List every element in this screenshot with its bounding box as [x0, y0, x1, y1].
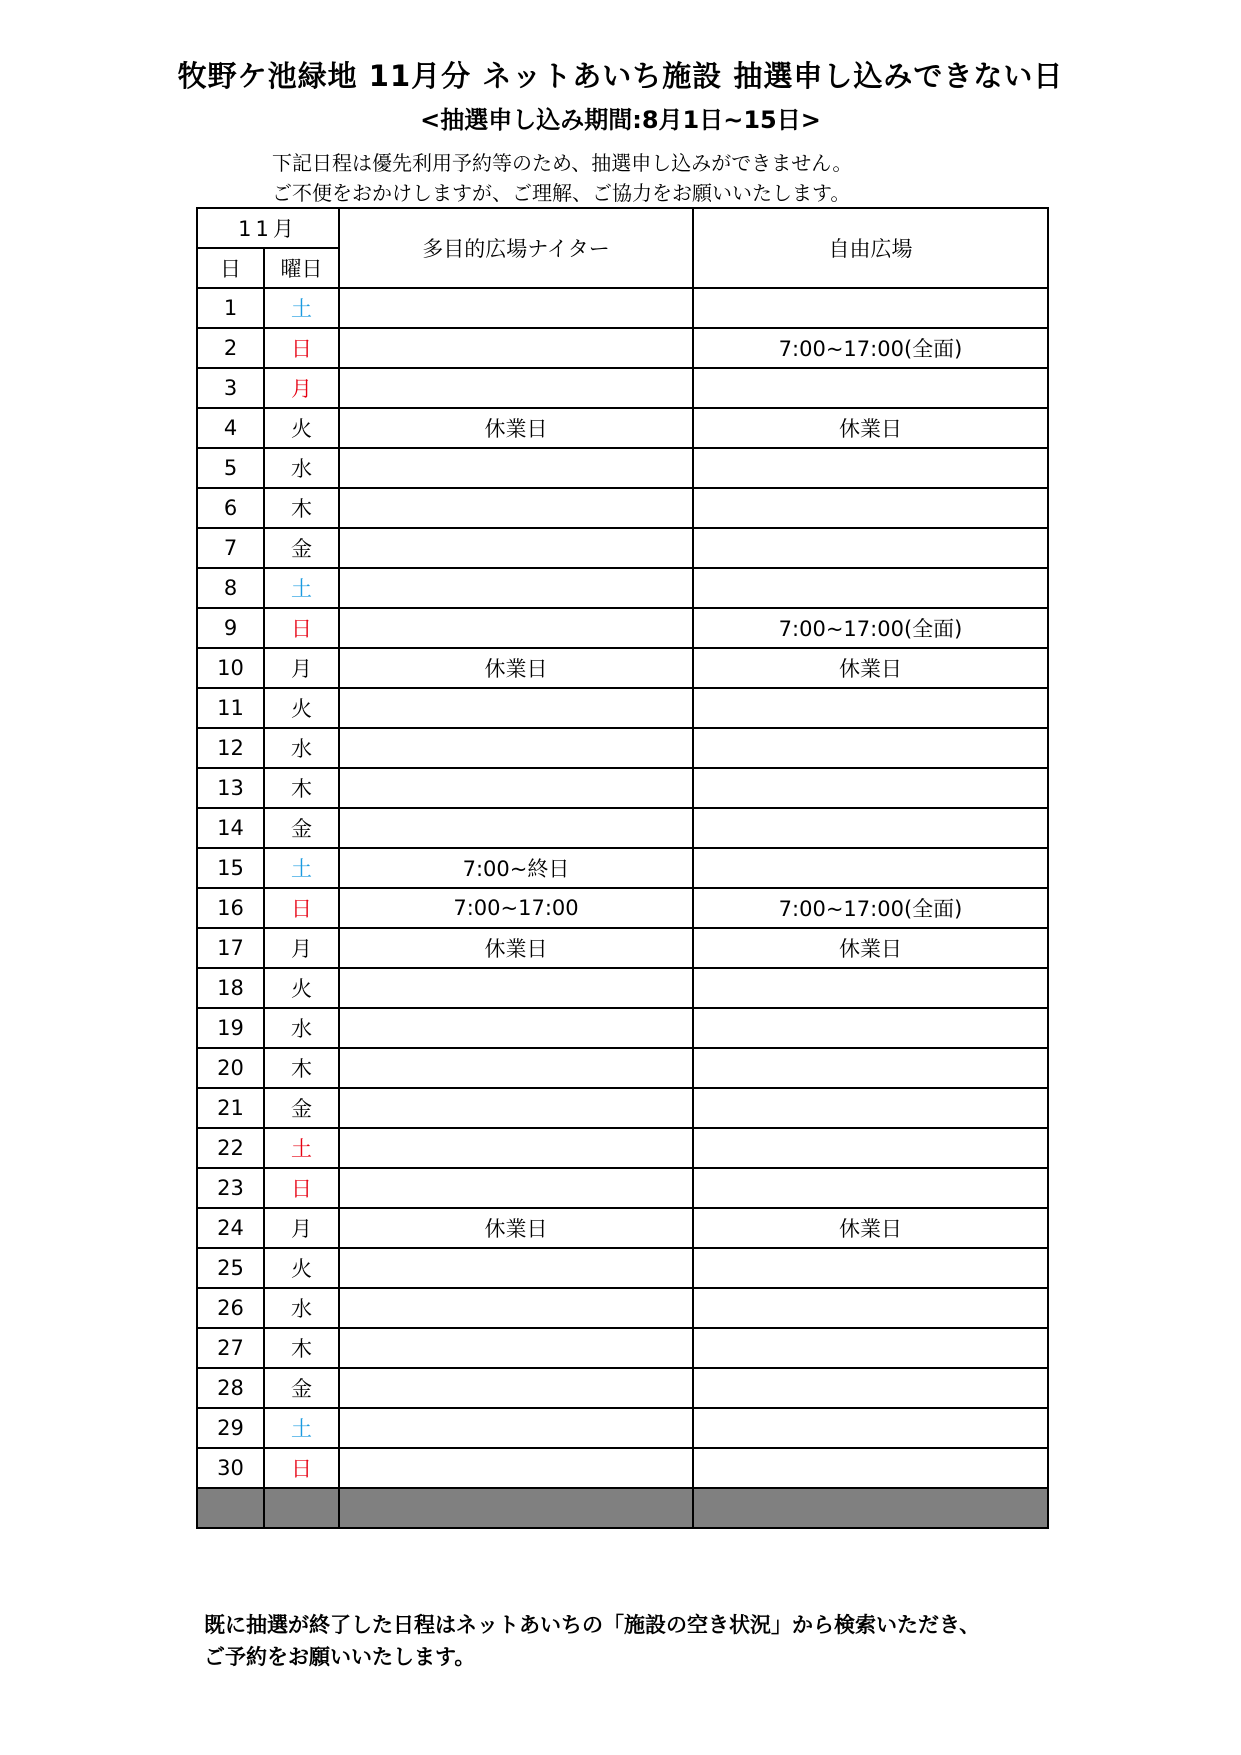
table-row	[197, 448, 1048, 488]
filler-cell	[693, 1488, 1048, 1528]
table-row	[197, 488, 1048, 528]
facility-2-cell	[693, 288, 1048, 328]
header-facility-1: 多目的広場ナイター	[339, 208, 693, 288]
day-cell: 23	[197, 1168, 264, 1208]
facility-2-cell: 休業日	[693, 408, 1048, 448]
facility-1-cell	[339, 1408, 693, 1448]
day-cell: 6	[197, 488, 264, 528]
table-row	[197, 1408, 1048, 1448]
facility-1-cell	[339, 808, 693, 848]
facility-1-cell	[339, 448, 693, 488]
footer-note-line-2: ご予約をお願いいたします。	[204, 1645, 476, 1669]
table-row	[197, 368, 1048, 408]
weekday-cell: 金	[264, 528, 339, 568]
table-row	[197, 728, 1048, 768]
facility-1-cell	[339, 968, 693, 1008]
weekday-cell: 金	[264, 1368, 339, 1408]
day-cell: 22	[197, 1128, 264, 1168]
table-row	[197, 568, 1048, 608]
facility-1-cell	[339, 1008, 693, 1048]
facility-1-cell	[339, 528, 693, 568]
facility-2-cell	[693, 1168, 1048, 1208]
day-cell: 10	[197, 648, 264, 688]
weekday-cell: 土	[264, 568, 339, 608]
facility-2-cell: 7:00~17:00(全面)	[693, 328, 1048, 368]
day-cell: 9	[197, 608, 264, 648]
facility-1-cell	[339, 1448, 693, 1488]
footer-note-line-1: 既に抽選が終了した日程はネットあいちの「施設の空き状況」から検索いただき、	[204, 1613, 981, 1637]
header-row-month	[197, 208, 1048, 248]
day-cell: 5	[197, 448, 264, 488]
day-cell: 21	[197, 1088, 264, 1128]
table-row	[197, 608, 1048, 648]
weekday-cell: 土	[264, 1408, 339, 1448]
table-row	[197, 528, 1048, 568]
day-cell: 27	[197, 1328, 264, 1368]
facility-1-cell: 休業日	[339, 1208, 693, 1248]
weekday-cell: 月	[264, 368, 339, 408]
day-cell: 13	[197, 768, 264, 808]
weekday-cell: 木	[264, 768, 339, 808]
facility-1-cell	[339, 608, 693, 648]
day-cell: 29	[197, 1408, 264, 1448]
weekday-cell: 水	[264, 728, 339, 768]
weekday-cell: 日	[264, 888, 339, 928]
weekday-cell: 土	[264, 288, 339, 328]
facility-1-cell	[339, 1128, 693, 1168]
weekday-cell: 木	[264, 488, 339, 528]
table-row	[197, 1088, 1048, 1128]
facility-1-cell	[339, 488, 693, 528]
facility-2-cell	[693, 488, 1048, 528]
table-row	[197, 848, 1048, 888]
facility-2-cell	[693, 728, 1048, 768]
facility-1-cell	[339, 1288, 693, 1328]
table-row	[197, 288, 1048, 328]
day-cell: 30	[197, 1448, 264, 1488]
facility-1-cell: 7:00~終日	[339, 848, 693, 888]
schedule-table	[196, 207, 1049, 1529]
month-label: 11月	[197, 208, 339, 248]
table-row	[197, 928, 1048, 968]
facility-1-cell	[339, 728, 693, 768]
facility-2-cell	[693, 568, 1048, 608]
table-row	[197, 1168, 1048, 1208]
weekday-cell: 金	[264, 1088, 339, 1128]
day-cell: 1	[197, 288, 264, 328]
weekday-cell: 土	[264, 848, 339, 888]
table-row	[197, 1368, 1048, 1408]
weekday-cell: 火	[264, 688, 339, 728]
facility-2-cell	[693, 368, 1048, 408]
weekday-cell: 月	[264, 928, 339, 968]
table-row	[197, 968, 1048, 1008]
weekday-cell: 木	[264, 1328, 339, 1368]
facility-2-cell	[693, 1368, 1048, 1408]
day-cell: 16	[197, 888, 264, 928]
day-cell: 18	[197, 968, 264, 1008]
table-row	[197, 688, 1048, 728]
facility-2-cell	[693, 1008, 1048, 1048]
facility-2-cell: 7:00~17:00(全面)	[693, 888, 1048, 928]
day-cell: 11	[197, 688, 264, 728]
facility-1-cell	[339, 368, 693, 408]
weekday-cell: 土	[264, 1128, 339, 1168]
table-row	[197, 1008, 1048, 1048]
facility-1-cell	[339, 568, 693, 608]
day-cell: 17	[197, 928, 264, 968]
facility-1-cell: 休業日	[339, 928, 693, 968]
day-cell: 12	[197, 728, 264, 768]
notice-line-1: 下記日程は優先利用予約等のため、抽選申し込みができません。	[272, 151, 853, 175]
day-cell: 24	[197, 1208, 264, 1248]
facility-2-cell	[693, 448, 1048, 488]
filler-row	[197, 1488, 1048, 1528]
facility-1-cell	[339, 768, 693, 808]
table-row	[197, 768, 1048, 808]
facility-2-cell	[693, 1088, 1048, 1128]
weekday-cell: 日	[264, 328, 339, 368]
filler-cell	[339, 1488, 693, 1528]
weekday-cell: 月	[264, 1208, 339, 1248]
facility-1-cell	[339, 1328, 693, 1368]
facility-2-cell: 休業日	[693, 1208, 1048, 1248]
weekday-cell: 水	[264, 1008, 339, 1048]
table-row	[197, 808, 1048, 848]
day-cell: 19	[197, 1008, 264, 1048]
facility-1-cell	[339, 288, 693, 328]
weekday-cell: 金	[264, 808, 339, 848]
facility-2-cell	[693, 1328, 1048, 1368]
day-cell: 28	[197, 1368, 264, 1408]
table-row	[197, 328, 1048, 368]
facility-2-cell	[693, 1128, 1048, 1168]
day-cell: 7	[197, 528, 264, 568]
filler-cell	[197, 1488, 264, 1528]
weekday-cell: 火	[264, 1248, 339, 1288]
weekday-cell: 水	[264, 1288, 339, 1328]
facility-2-cell	[693, 1408, 1048, 1448]
day-cell: 3	[197, 368, 264, 408]
table-row	[197, 888, 1048, 928]
facility-1-cell: 休業日	[339, 408, 693, 448]
facility-2-cell: 休業日	[693, 648, 1048, 688]
page-title: 牧野ケ池緑地 11月分 ネットあいち施設 抽選申し込みできない日	[177, 59, 1064, 93]
weekday-cell: 日	[264, 1168, 339, 1208]
header-weekday: 曜日	[264, 248, 339, 288]
facility-2-cell: 休業日	[693, 928, 1048, 968]
weekday-cell: 日	[264, 1448, 339, 1488]
facility-2-cell	[693, 768, 1048, 808]
facility-1-cell	[339, 1088, 693, 1128]
weekday-cell: 木	[264, 1048, 339, 1088]
facility-2-cell	[693, 808, 1048, 848]
weekday-cell: 月	[264, 648, 339, 688]
weekday-cell: 火	[264, 968, 339, 1008]
facility-1-cell: 7:00~17:00	[339, 888, 693, 928]
facility-1-cell	[339, 688, 693, 728]
facility-2-cell: 7:00~17:00(全面)	[693, 608, 1048, 648]
header-day: 日	[197, 248, 264, 288]
facility-1-cell	[339, 1048, 693, 1088]
day-cell: 14	[197, 808, 264, 848]
filler-cell	[264, 1488, 339, 1528]
table-row	[197, 648, 1048, 688]
table-row	[197, 1248, 1048, 1288]
facility-1-cell	[339, 1168, 693, 1208]
facility-1-cell	[339, 1248, 693, 1288]
facility-2-cell	[693, 1288, 1048, 1328]
table-row	[197, 1208, 1048, 1248]
table-row	[197, 1448, 1048, 1488]
header-facility-2: 自由広場	[693, 208, 1048, 288]
table-row	[197, 1288, 1048, 1328]
day-cell: 26	[197, 1288, 264, 1328]
table-row	[197, 1328, 1048, 1368]
facility-2-cell	[693, 688, 1048, 728]
weekday-cell: 水	[264, 448, 339, 488]
day-cell: 25	[197, 1248, 264, 1288]
day-cell: 4	[197, 408, 264, 448]
table-row	[197, 1048, 1048, 1088]
day-cell: 2	[197, 328, 264, 368]
table-row	[197, 408, 1048, 448]
weekday-cell: 火	[264, 408, 339, 448]
day-cell: 15	[197, 848, 264, 888]
facility-2-cell	[693, 528, 1048, 568]
weekday-cell: 日	[264, 608, 339, 648]
facility-2-cell	[693, 1048, 1048, 1088]
day-cell: 20	[197, 1048, 264, 1088]
facility-2-cell	[693, 1448, 1048, 1488]
facility-2-cell	[693, 848, 1048, 888]
day-cell: 8	[197, 568, 264, 608]
notice-line-2: ご不便をおかけしますが、ご理解、ご協力をお願いいたします。	[272, 181, 851, 205]
facility-1-cell	[339, 1368, 693, 1408]
application-period: <抽選申し込み期間:8月1日~15日>	[420, 106, 821, 134]
facility-1-cell: 休業日	[339, 648, 693, 688]
facility-2-cell	[693, 968, 1048, 1008]
facility-1-cell	[339, 328, 693, 368]
schedule-body	[197, 288, 1048, 1528]
facility-2-cell	[693, 1248, 1048, 1288]
table-row	[197, 1128, 1048, 1168]
